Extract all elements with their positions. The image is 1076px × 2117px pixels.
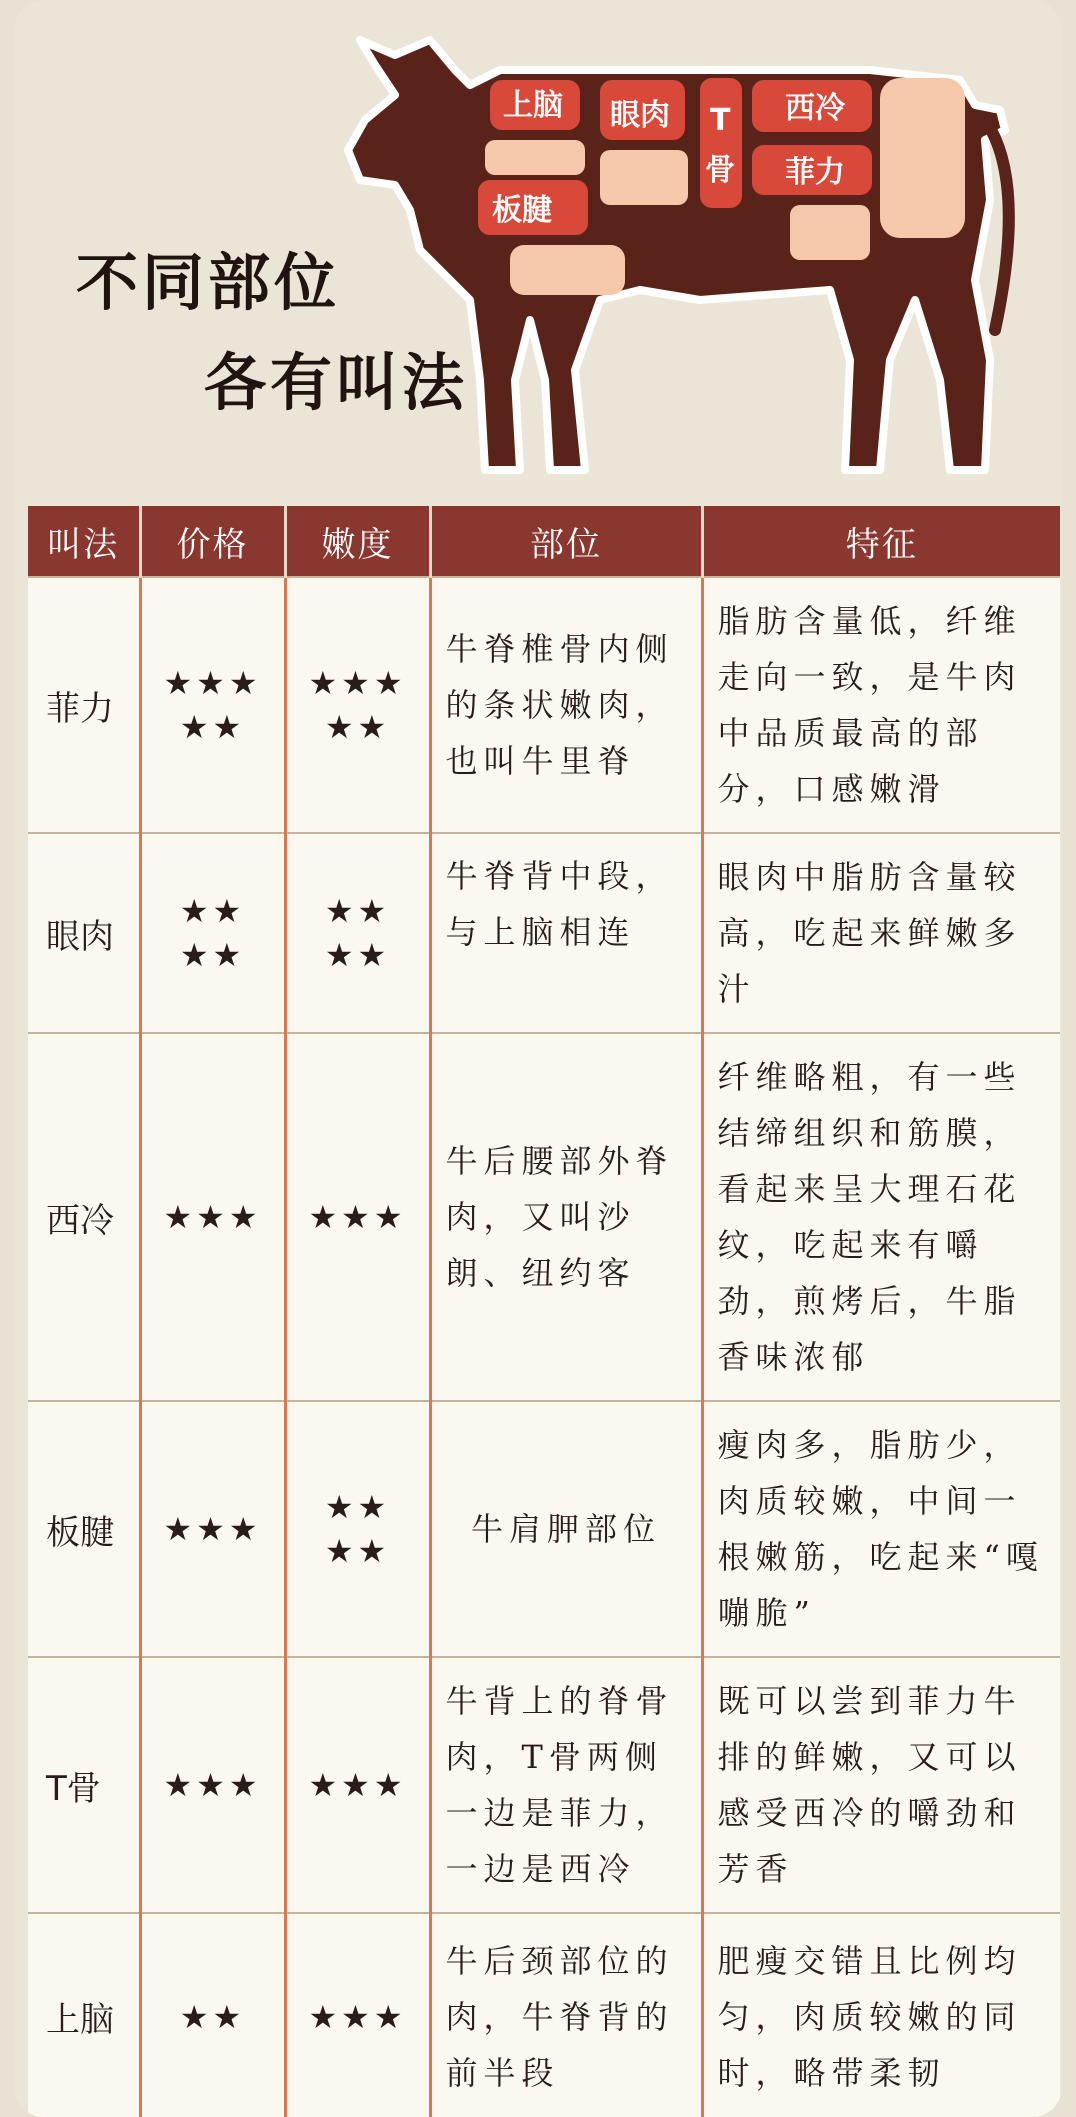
- table-row: [28, 1033, 1060, 1401]
- cow-label-feili: 菲力: [785, 155, 845, 190]
- cut-name: 菲力: [28, 577, 140, 833]
- tenderness-stars: ★★ ★★: [285, 1401, 430, 1657]
- cow-label-xileng: 西冷: [785, 91, 845, 126]
- tenderness-stars: ★★★: [285, 1913, 430, 2117]
- table-row: [28, 1913, 1060, 2117]
- table-row: [28, 1401, 1060, 1657]
- price-stars: ★★★: [140, 1033, 285, 1401]
- table-row: [28, 577, 1060, 833]
- cow-label-yanrou: 眼肉: [610, 98, 670, 133]
- cut-part: 牛脊椎骨内侧的条状嫩肉，也叫牛里脊: [430, 577, 702, 833]
- tenderness-stars: ★★★: [285, 1657, 430, 1913]
- tenderness-stars: ★★★ ★★: [285, 577, 430, 833]
- cut-part: 牛背上的脊骨肉，T骨两侧一边是菲力，一边是西冷: [430, 1657, 702, 1913]
- cut-tbone: [700, 78, 742, 208]
- tenderness-stars: ★★★: [285, 1033, 430, 1401]
- cut-name: 板腱: [28, 1401, 140, 1657]
- price-stars: ★★★: [140, 1401, 285, 1657]
- header-part: 部位: [430, 506, 702, 577]
- beef-cuts-table: [28, 506, 1060, 2117]
- cut-feature: 既可以尝到菲力牛排的鲜嫩，又可以感受西冷的嚼劲和芳香: [702, 1657, 1060, 1913]
- header-name: 叫法: [28, 506, 140, 577]
- cut-name: 眼肉: [28, 833, 140, 1033]
- cut-name: 上脑: [28, 1913, 140, 2117]
- infographic-card: [14, 0, 1062, 2117]
- table-row: [28, 833, 1060, 1033]
- table-header-row: [28, 506, 1060, 577]
- cut-part: 牛脊背中段，与上脑相连: [430, 833, 702, 1033]
- header-price: 价格: [140, 506, 285, 577]
- title-line-2: 各有叫法: [204, 346, 469, 419]
- price-stars: ★★★ ★★: [140, 577, 285, 833]
- cut-feature: 纤维略粗，有一些结缔组织和筋膜，看起来呈大理石花纹，吃起来有嚼劲，煎烤后，牛脂香味浓郁: [702, 1033, 1060, 1401]
- table-row: [28, 1657, 1060, 1913]
- header-tenderness: 嫩度: [285, 506, 430, 577]
- cut-part: 牛后颈部位的肉，牛脊背的前半段: [430, 1913, 702, 2117]
- cut-name: 西冷: [28, 1033, 140, 1401]
- cut-feature: 眼肉中脂肪含量较高，吃起来鲜嫩多汁: [702, 833, 1060, 1033]
- title-line-1: 不同部位: [76, 246, 341, 319]
- cut-part: 牛后腰部外脊肉，又叫沙朗、纽约客: [430, 1033, 702, 1401]
- cut-part: 牛肩胛部位: [430, 1401, 702, 1657]
- cut-feature: 肥瘦交错且比例均匀，肉质较嫩的同时，略带柔韧: [702, 1913, 1060, 2117]
- cow-label-gu: 骨: [705, 153, 735, 188]
- price-stars: ★★: [140, 1913, 285, 2117]
- cut-feature: 脂肪含量低，纤维走向一致，是牛肉中品质最高的部分，口感嫩滑: [702, 577, 1060, 833]
- cow-label-shangnao: 上脑: [503, 88, 563, 123]
- cut-feature: 瘦肉多，脂肪少，肉质较嫩，中间一根嫩筋，吃起来“嘎嘣脆”: [702, 1401, 1060, 1657]
- cow-label-t: T: [710, 103, 731, 138]
- price-stars: ★★ ★★: [140, 833, 285, 1033]
- cow-label-banjian: 板腱: [492, 193, 552, 228]
- cut-name: T骨: [28, 1657, 140, 1913]
- header-feature: 特征: [702, 506, 1060, 577]
- price-stars: ★★★: [140, 1657, 285, 1913]
- tenderness-stars: ★★ ★★: [285, 833, 430, 1033]
